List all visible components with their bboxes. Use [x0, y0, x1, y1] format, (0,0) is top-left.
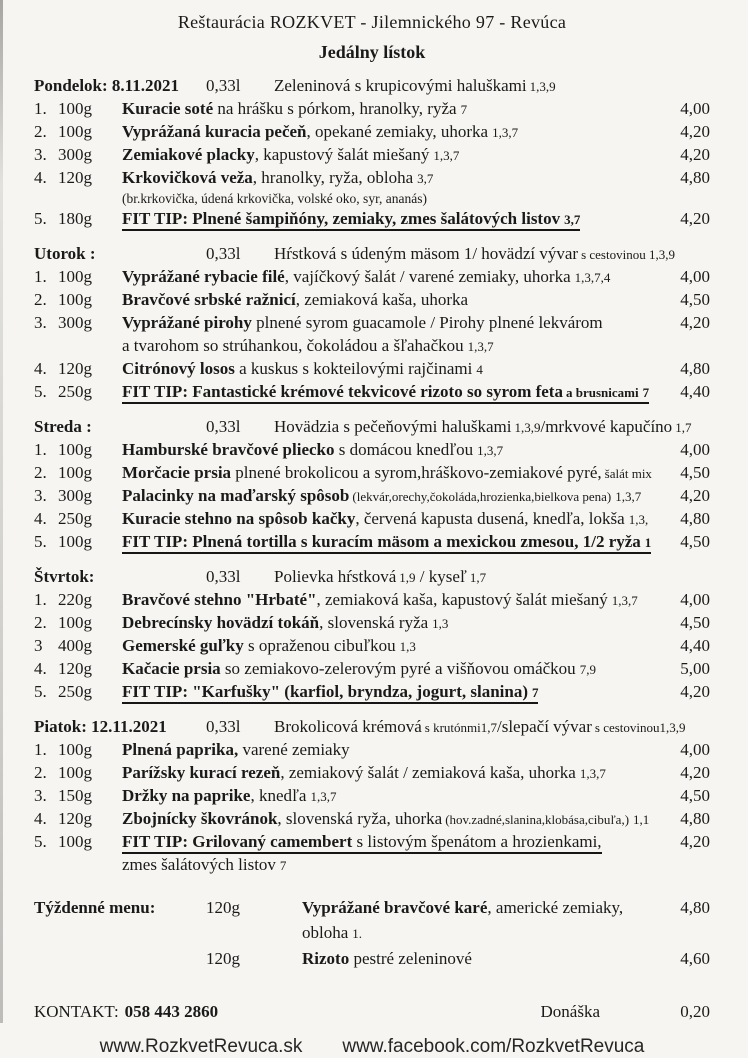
- item-weight: 400g: [58, 636, 92, 655]
- item-allergens: 1,3,7: [433, 148, 460, 163]
- item-price: 4,00: [680, 267, 710, 286]
- item-number: 2.: [34, 122, 47, 141]
- day-header: [34, 716, 710, 739]
- item-allergens: 1,1: [633, 812, 650, 827]
- page-title: Reštaurácia ROZKVET - Jilemnického 97 - Revúca: [177, 12, 567, 32]
- day-section-stvrtok: [34, 566, 710, 704]
- menu-item-row: [34, 167, 710, 190]
- item-name: FIT TIP: Grilovaný camembert: [122, 832, 353, 851]
- day-label: Streda :: [34, 417, 92, 436]
- item-name: FIT TIP: Fantastické krémové tekvicové rizoto so syrom feta: [122, 382, 563, 401]
- item-text: [108, 531, 654, 554]
- item-text: [108, 739, 654, 762]
- item-text: [108, 635, 654, 658]
- item-allergens: 1,3,7: [467, 339, 494, 354]
- item-weight: 100g: [58, 613, 92, 632]
- item-text: [108, 312, 654, 335]
- item-price: 4,80: [680, 809, 710, 828]
- soup-name: [264, 716, 710, 739]
- item-description: s listovým špenátom a hrozienkami,: [352, 832, 602, 851]
- item-price: 4,80: [680, 509, 710, 528]
- item-description: , vajíčkový šalát / varené zemiaky, uhorka: [284, 267, 571, 286]
- item-name: Vyprážaná kuracia pečeň: [122, 122, 307, 141]
- item-number: 3.: [34, 145, 47, 164]
- item-description: plnené syrom guacamole / Pirohy plnené lekvárom: [251, 313, 603, 332]
- item-allergens: 1.: [352, 926, 363, 941]
- item-continuation-row: [34, 854, 710, 877]
- contact-label: KONTAKT:: [34, 1002, 119, 1021]
- item-number: 5.: [34, 832, 47, 851]
- item-description: , hranolky, ryža, obloha: [252, 168, 414, 187]
- soup-volume: 0,33l: [206, 244, 241, 263]
- soup-main: Hŕstková s údeným mäsom 1/ hovädzí vývar: [274, 244, 579, 263]
- item-description: varené zemiaky: [238, 740, 350, 759]
- item-price: 4,00: [680, 440, 710, 459]
- soup-secondary: /slepačí vývar: [497, 717, 592, 736]
- item-weight: 150g: [58, 786, 92, 805]
- item-allergens: 7,9: [579, 662, 596, 677]
- day-header: [34, 75, 710, 98]
- contact-row: [34, 1002, 710, 1022]
- item-description: , slovenská ryža: [319, 613, 429, 632]
- soup-allergens: s krutónmi1,7: [424, 720, 497, 735]
- item-description: s opraženou cibuľkou: [243, 636, 396, 655]
- item-allergens: 4: [476, 362, 483, 377]
- item-text: [108, 508, 654, 531]
- menu-item-row: [34, 508, 710, 531]
- item-price: 4,80: [680, 898, 710, 917]
- menu-item-row-fit-tip: [34, 681, 710, 704]
- item-text: [108, 167, 654, 190]
- item-detail-small: a brusnicami: [565, 385, 639, 400]
- item-weight: 100g: [58, 290, 92, 309]
- menu-item-row-fit-tip: [34, 381, 710, 404]
- item-name: Zbojnícky škovránok: [122, 809, 278, 828]
- item-price: 4,50: [680, 532, 710, 551]
- item-number: 4.: [34, 168, 47, 187]
- item-name: Gemerské guľky: [122, 636, 244, 655]
- item-name: Bravčové srbské ražnicí: [122, 290, 296, 309]
- delivery-price: 0,20: [680, 1002, 710, 1021]
- item-weight: 120g: [58, 659, 92, 678]
- menu-item-row: [34, 762, 710, 785]
- soup-name: [264, 416, 710, 439]
- item-continuation: [108, 335, 654, 358]
- day-label: Štvrtok:: [34, 567, 95, 586]
- item-weight: 250g: [58, 382, 92, 401]
- item-continuation-row: [34, 335, 710, 358]
- day-section-utorok: [34, 243, 710, 404]
- item-number: 4.: [34, 809, 47, 828]
- soup-secondary: /mrkvové kapučíno: [540, 417, 673, 436]
- soup-volume: 0,33l: [206, 417, 241, 436]
- item-allergens: 7: [279, 858, 287, 873]
- day-header: [34, 416, 710, 439]
- item-weight: 120g: [206, 898, 240, 917]
- item-price: 4,20: [680, 832, 710, 851]
- soup-allergens: 1,9: [399, 570, 416, 585]
- item-allergens: 1,3: [399, 639, 416, 654]
- item-number: 1.: [34, 440, 47, 459]
- item-price: 4,40: [680, 636, 710, 655]
- item-text: [108, 98, 654, 121]
- menu-item-row: [34, 589, 710, 612]
- item-weight: 100g: [58, 122, 92, 141]
- menu-item-row: [34, 635, 710, 658]
- websites-row: [34, 1036, 710, 1058]
- item-continuation-text: a tvarohom so strúhankou, čokoládou a šľahačkou: [122, 336, 464, 355]
- item-weight: 120g: [58, 359, 92, 378]
- item-name: Rizoto: [302, 949, 350, 968]
- item-price: 4,50: [680, 290, 710, 309]
- item-name: Kuracie soté: [122, 99, 214, 118]
- item-allergens: 1: [644, 535, 652, 550]
- item-text: [108, 266, 654, 289]
- item-price: 4,80: [680, 168, 710, 187]
- item-number: 3.: [34, 313, 47, 332]
- item-allergens: 7: [531, 685, 539, 700]
- menu-title: Jedálny lístok: [318, 42, 426, 62]
- soup-secondary-allergens: 1,7: [675, 420, 692, 435]
- item-name: Držky na paprike: [122, 786, 251, 805]
- item-number: 1.: [34, 740, 47, 759]
- day-label: Pondelok: 8.11.2021: [34, 76, 179, 95]
- soup-main: Zeleninová s krupicovými haluškami: [274, 76, 527, 95]
- item-weight: 250g: [58, 682, 92, 701]
- delivery-label: Donáška: [540, 1002, 600, 1021]
- item-weight: 250g: [58, 509, 92, 528]
- item-price: 4,20: [680, 682, 710, 701]
- item-name: FIT TIP: Plnené šampiňóny, zemiaky, zmes šalátových listov: [122, 209, 561, 228]
- item-text: [108, 208, 654, 231]
- item-description: , zemiakový šalát / zemiaková kaša, uhorka: [280, 763, 576, 782]
- item-name: Vyprážané pirohy: [122, 313, 252, 332]
- item-allergens: 1,3,7: [615, 489, 642, 504]
- item-description: , slovenská ryža, uhorka: [277, 809, 443, 828]
- item-continuation: [108, 854, 654, 877]
- item-weight: 120g: [206, 949, 240, 968]
- item-number: 3.: [34, 486, 47, 505]
- item-price: 4,20: [680, 122, 710, 141]
- item-number: 5.: [34, 382, 47, 401]
- menu-item-row: [34, 785, 710, 808]
- item-allergens: 1,3,7: [477, 443, 504, 458]
- item-number: 3.: [34, 786, 47, 805]
- menu-item-row: [34, 439, 710, 462]
- menu-item-row: [34, 266, 710, 289]
- item-number: 2.: [34, 613, 47, 632]
- item-weight: 120g: [58, 168, 92, 187]
- item-weight: 220g: [58, 590, 92, 609]
- item-allergens: 7: [642, 385, 650, 400]
- menu-item-row: [34, 358, 710, 381]
- item-price: 4,20: [680, 145, 710, 164]
- item-weight: 100g: [58, 440, 92, 459]
- item-name: Hamburské bravčové pliecko: [122, 440, 335, 459]
- item-text: [108, 681, 654, 704]
- item-text: [108, 439, 654, 462]
- item-description: so zemiakovo-zelerovým pyré a višňovou omáčkou: [220, 659, 576, 678]
- item-detail-small: šalát mix: [604, 466, 652, 481]
- soup-volume: 0,33l: [206, 567, 241, 586]
- item-name: Vyprážané bravčové karé: [302, 898, 488, 917]
- item-price: 5,00: [680, 659, 710, 678]
- soup-main: Hovädzia s pečeňovými haluškami: [274, 417, 512, 436]
- item-number: 4.: [34, 359, 47, 378]
- item-description: , červená kapusta dusená, knedľa, lokša: [355, 509, 625, 528]
- item-number: 1.: [34, 99, 47, 118]
- item-text: [108, 121, 654, 144]
- soup-secondary-allergens: 1,7: [469, 570, 487, 585]
- item-allergens: 1,3,: [628, 512, 649, 527]
- item-description: , knedľa: [250, 786, 307, 805]
- day-header: [34, 243, 710, 266]
- soup-secondary-allergens: s cestovinou1,3,9: [594, 720, 686, 735]
- weekly-menu-row: [34, 946, 710, 972]
- item-weight: 300g: [58, 313, 92, 332]
- item-weight: 100g: [58, 763, 92, 782]
- menu-item-row: [34, 612, 710, 635]
- item-price: 4,60: [680, 949, 710, 968]
- item-number: 5.: [34, 209, 47, 228]
- day-section-piatok: [34, 716, 710, 877]
- item-text: [108, 658, 654, 681]
- soup-secondary: / kyseľ: [415, 567, 467, 586]
- item-name: Morčacie prsia: [122, 463, 232, 482]
- soup-name: [264, 243, 710, 266]
- item-description: na hrášku s pórkom, hranolky, ryža: [213, 99, 457, 118]
- item-description: plnené brokolicou a syrom,hráškovo-zemiakové pyré,: [231, 463, 602, 482]
- item-allergens: 3,7: [564, 212, 581, 227]
- item-allergens: 7: [460, 102, 468, 117]
- item-detail-small: (hov.zadné,slanina,klobása,cibuľa,): [445, 812, 630, 827]
- item-weight: 100g: [58, 267, 92, 286]
- soup-volume: 0,33l: [206, 717, 241, 736]
- item-number: 3: [34, 636, 43, 655]
- item-number: 1.: [34, 590, 47, 609]
- item-allergens: 1,3,7: [310, 789, 337, 804]
- menu-item-row-fit-tip: [34, 531, 710, 554]
- item-name: Kačacie prsia: [122, 659, 221, 678]
- soup-allergens: s cestovinou 1,3,9: [581, 247, 675, 262]
- item-description: , zemiaková kaša, uhorka: [295, 290, 469, 309]
- item-number: 2.: [34, 763, 47, 782]
- item-name: FIT TIP: "Karfušky" (karfiol, bryndza, jogurt, slanina): [122, 682, 528, 701]
- menu-item-row: [34, 312, 710, 335]
- menu-item-row-fit-tip: [34, 831, 710, 854]
- item-number: 1.: [34, 267, 47, 286]
- menu-item-row: [34, 98, 710, 121]
- soup-name: [264, 75, 710, 98]
- menu-item-row: [34, 121, 710, 144]
- day-section-pondelok: [34, 75, 710, 231]
- item-weight: 180g: [58, 209, 92, 228]
- item-price: 4,20: [680, 209, 710, 228]
- menu-item-row: [34, 462, 710, 485]
- soup-main: Polievka hŕstková: [274, 567, 397, 586]
- item-continuation-text: zmes šalátových listov: [122, 855, 276, 874]
- item-name: Plnená paprika,: [122, 740, 239, 759]
- item-text: [108, 289, 654, 312]
- item-name: Vyprážané rybacie filé: [122, 267, 285, 286]
- item-price: 4,80: [680, 359, 710, 378]
- item-description: , americké zemiaky, obloha: [302, 898, 624, 942]
- item-name: Kuracie stehno na spôsob kačky: [122, 509, 356, 528]
- item-name: Debrecínsky hovädzí tokáň: [122, 613, 320, 632]
- item-text: [108, 808, 654, 831]
- soup-volume: 0,33l: [206, 76, 241, 95]
- soup-name: [264, 566, 710, 589]
- weekly-menu-label: Týždenné menu:: [34, 898, 156, 917]
- item-price: 4,00: [680, 99, 710, 118]
- item-text: [264, 895, 654, 946]
- contact-info: [34, 1002, 541, 1022]
- item-weight: 100g: [58, 832, 92, 851]
- item-text: [108, 762, 654, 785]
- item-text: [264, 946, 654, 972]
- item-number: 5.: [34, 532, 47, 551]
- item-price: 4,00: [680, 740, 710, 759]
- menu-item-row: [34, 739, 710, 762]
- item-number: 2.: [34, 463, 47, 482]
- item-note-row: [34, 190, 710, 208]
- item-name: Krkovičková veža: [122, 168, 253, 187]
- item-text: [108, 485, 654, 508]
- item-detail-small: (lekvár,orechy,čokoláda,hrozienka,bielkova pena): [352, 489, 612, 504]
- item-weight: 100g: [58, 463, 92, 482]
- scan-edge-artifact: [0, 0, 3, 1023]
- item-text: [108, 358, 654, 381]
- item-name: Palacinky na maďarský spôsob: [122, 486, 350, 505]
- day-label: Piatok: 12.11.2021: [34, 717, 167, 736]
- item-text: [108, 144, 654, 167]
- item-text: [108, 785, 654, 808]
- item-description: , zemiaková kaša, kapustový šalát miešaný: [316, 590, 608, 609]
- item-weight: 120g: [58, 809, 92, 828]
- item-allergens: 1,3,7: [579, 766, 606, 781]
- weekly-menu-row: [34, 895, 710, 946]
- item-price: 4,20: [680, 313, 710, 332]
- day-header: [34, 566, 710, 589]
- item-number: 2.: [34, 290, 47, 309]
- menu-item-row: [34, 808, 710, 831]
- item-name: FIT TIP: Plnená tortilla s kuracím mäsom a mexickou zmesou, 1/2 ryža: [122, 532, 641, 551]
- menu-item-row: [34, 485, 710, 508]
- item-note: (br.krkovička, údená krkovička, volské oko, syr, ananás): [122, 191, 427, 206]
- item-text: [108, 831, 654, 854]
- item-price: 4,50: [680, 463, 710, 482]
- item-name: Parížsky kurací rezeň: [122, 763, 281, 782]
- item-name: Bravčové stehno "Hrbaté": [122, 590, 317, 609]
- item-number: 5.: [34, 682, 47, 701]
- item-weight: 300g: [58, 145, 92, 164]
- item-allergens: 1,3,7,4: [574, 270, 611, 285]
- menu-item-row: [34, 144, 710, 167]
- item-description: pestré zeleninové: [349, 949, 472, 968]
- item-weight: 100g: [58, 99, 92, 118]
- item-allergens: 1,3,7: [492, 125, 519, 140]
- menu-item-row-fit-tip: [34, 208, 710, 231]
- item-weight: 100g: [58, 532, 92, 551]
- item-text: [108, 589, 654, 612]
- soup-allergens: 1,3,9: [529, 79, 556, 94]
- day-label: Utorok :: [34, 244, 96, 263]
- item-allergens: 1,3: [432, 616, 449, 631]
- menu-item-row: [34, 658, 710, 681]
- item-price: 4,00: [680, 590, 710, 609]
- item-text: [108, 381, 654, 404]
- item-description: s domácou knedľou: [334, 440, 474, 459]
- item-allergens: 3,7: [417, 171, 434, 186]
- item-description: , opekané zemiaky, uhorka: [306, 122, 489, 141]
- item-weight: 100g: [58, 740, 92, 759]
- menu-item-row: [34, 289, 710, 312]
- item-text: [108, 612, 654, 635]
- day-section-streda: [34, 416, 710, 554]
- item-number: 4.: [34, 659, 47, 678]
- item-price: 4,20: [680, 763, 710, 782]
- item-price: 4,50: [680, 786, 710, 805]
- item-allergens: 1,3,7: [611, 593, 638, 608]
- facebook-link: www.facebook.com/RozkvetRevuca: [342, 1036, 645, 1057]
- contact-phone-number: 058 443 2860: [124, 1002, 219, 1021]
- item-price: 4,20: [680, 486, 710, 505]
- item-text: [108, 462, 654, 485]
- item-price: 4,50: [680, 613, 710, 632]
- item-number: 4.: [34, 509, 47, 528]
- item-description: , kapustový šalát miešaný: [254, 145, 430, 164]
- website-link: www.RozkvetRevuca.sk: [99, 1036, 303, 1057]
- soup-allergens: 1,3,9: [514, 420, 541, 435]
- soup-main: Brokolicová krémová: [274, 717, 422, 736]
- item-name: Citrónový losos: [122, 359, 235, 378]
- item-name: Zemiakové placky: [122, 145, 255, 164]
- item-description: a kuskus s kokteilovými rajčinami: [234, 359, 473, 378]
- item-weight: 300g: [58, 486, 92, 505]
- item-price: 4,40: [680, 382, 710, 401]
- weekly-menu-section: [34, 895, 710, 972]
